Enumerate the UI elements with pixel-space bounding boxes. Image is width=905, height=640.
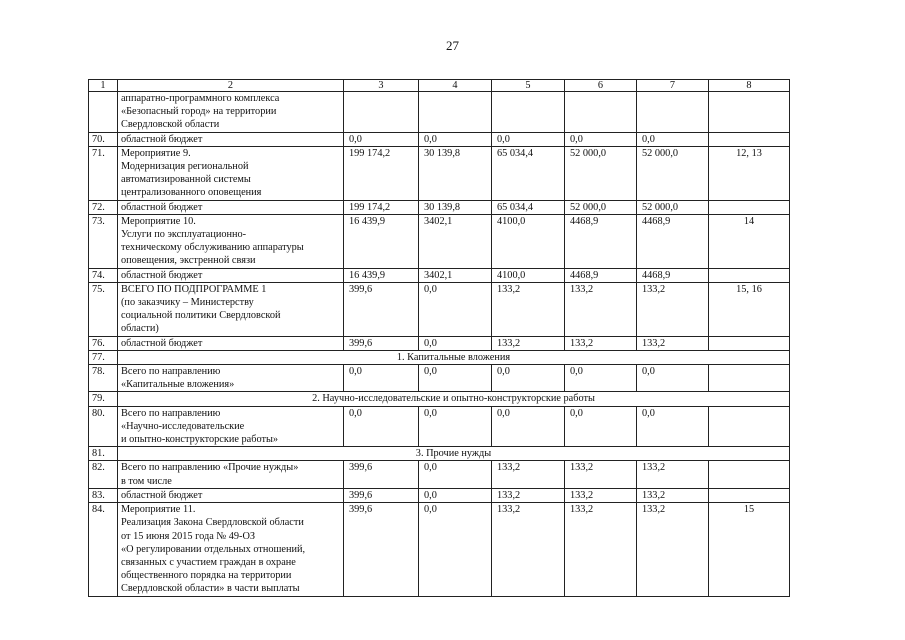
row-number: 76. bbox=[89, 336, 118, 350]
value-year-2-cell bbox=[492, 488, 565, 502]
value-year-4-cell bbox=[637, 488, 709, 502]
column-number-row bbox=[89, 80, 790, 92]
table-row bbox=[89, 200, 790, 214]
table-row bbox=[89, 92, 790, 133]
value-year-4-cell bbox=[637, 200, 709, 214]
page-number: 27 bbox=[446, 38, 459, 53]
section-row bbox=[89, 447, 790, 461]
target-reference bbox=[709, 365, 790, 392]
value-year-3: 0,0 bbox=[570, 133, 583, 145]
value-total: 399,6 bbox=[349, 337, 373, 349]
value-year-2: 4100,0 bbox=[497, 215, 526, 227]
value-year-2-cell bbox=[492, 92, 565, 133]
section-title: 3. Прочие нужды bbox=[118, 447, 790, 461]
row-name: областной бюджет bbox=[118, 488, 344, 502]
value-year-1: 0,0 bbox=[424, 133, 437, 145]
target-reference: 15, 16 bbox=[709, 282, 790, 336]
value-total-cell bbox=[344, 282, 419, 336]
value-total: 0,0 bbox=[349, 407, 362, 419]
value-year-1: 0,0 bbox=[424, 366, 437, 378]
value-year-3: 52 000,0 bbox=[570, 201, 607, 213]
value-year-2: 133,2 bbox=[497, 462, 521, 474]
value-year-4-cell bbox=[637, 214, 709, 268]
value-total: 16 439,9 bbox=[349, 269, 386, 281]
value-year-1: 3402,1 bbox=[424, 269, 453, 281]
value-total: 199 174,2 bbox=[349, 147, 391, 159]
row-number: 71. bbox=[89, 146, 118, 200]
value-total-cell bbox=[344, 365, 419, 392]
value-year-4: 0,0 bbox=[642, 133, 655, 145]
value-year-3-cell bbox=[565, 406, 637, 447]
row-name: Мероприятие 10. Услуги по эксплуатационно- техническому обслуживанию аппаратуры оповещения, экстренной связи bbox=[118, 214, 344, 268]
value-year-3-cell bbox=[565, 132, 637, 146]
value-year-3-cell bbox=[565, 282, 637, 336]
table-row bbox=[89, 146, 790, 200]
value-year-4-cell bbox=[637, 503, 709, 596]
value-year-4-cell bbox=[637, 282, 709, 336]
row-number: 79. bbox=[89, 392, 118, 406]
value-year-1: 0,0 bbox=[424, 462, 437, 474]
column-header: 3 bbox=[344, 80, 419, 92]
row-number bbox=[89, 92, 118, 133]
value-year-2-cell bbox=[492, 282, 565, 336]
value-year-2: 0,0 bbox=[497, 133, 510, 145]
value-year-3: 0,0 bbox=[570, 407, 583, 419]
value-year-3-cell bbox=[565, 488, 637, 502]
row-number: 78. bbox=[89, 365, 118, 392]
value-year-1-cell bbox=[419, 132, 492, 146]
row-number: 72. bbox=[89, 200, 118, 214]
value-year-4: 4468,9 bbox=[642, 269, 671, 281]
row-name: Всего по направлению «Научно-исследовательские и опытно-конструкторские работы» bbox=[118, 406, 344, 447]
row-number: 70. bbox=[89, 132, 118, 146]
target-reference bbox=[709, 336, 790, 350]
row-number: 83. bbox=[89, 488, 118, 502]
row-name: областной бюджет bbox=[118, 336, 344, 350]
section-row bbox=[89, 392, 790, 406]
value-total-cell bbox=[344, 92, 419, 133]
row-name: Мероприятие 9. Модернизация региональной автоматизированной системы централизованного оповещения bbox=[118, 146, 344, 200]
value-year-1: 3402,1 bbox=[424, 215, 453, 227]
value-year-1: 30 139,8 bbox=[424, 147, 461, 159]
value-year-4: 133,2 bbox=[642, 489, 666, 501]
column-header: 8 bbox=[709, 80, 790, 92]
value-year-2-cell bbox=[492, 461, 565, 488]
row-number: 75. bbox=[89, 282, 118, 336]
value-year-4: 52 000,0 bbox=[642, 201, 679, 213]
value-year-4: 4468,9 bbox=[642, 215, 671, 227]
value-year-3-cell bbox=[565, 200, 637, 214]
table-row bbox=[89, 282, 790, 336]
value-year-1-cell bbox=[419, 365, 492, 392]
value-year-3: 133,2 bbox=[570, 337, 594, 349]
value-year-1: 0,0 bbox=[424, 504, 437, 516]
table-row bbox=[89, 268, 790, 282]
value-total: 0,0 bbox=[349, 133, 362, 145]
column-header: 6 bbox=[565, 80, 637, 92]
value-year-2: 133,2 bbox=[497, 283, 521, 295]
value-year-2-cell bbox=[492, 146, 565, 200]
column-header: 1 bbox=[89, 80, 118, 92]
target-reference bbox=[709, 488, 790, 502]
value-year-2: 133,2 bbox=[497, 337, 521, 349]
table-row bbox=[89, 503, 790, 596]
value-total: 199 174,2 bbox=[349, 201, 391, 213]
row-number: 82. bbox=[89, 461, 118, 488]
row-number: 84. bbox=[89, 503, 118, 596]
value-year-4: 133,2 bbox=[642, 504, 666, 516]
section-title: 2. Научно-исследовательские и опытно-конструкторские работы bbox=[118, 392, 790, 406]
value-year-1-cell bbox=[419, 488, 492, 502]
value-year-4: 52 000,0 bbox=[642, 147, 679, 159]
value-year-1-cell bbox=[419, 214, 492, 268]
value-year-4-cell bbox=[637, 365, 709, 392]
row-name: Всего по направлению «Капитальные вложения» bbox=[118, 365, 344, 392]
value-year-2: 0,0 bbox=[497, 366, 510, 378]
table-row bbox=[89, 406, 790, 447]
row-number: 80. bbox=[89, 406, 118, 447]
row-name: Мероприятие 11. Реализация Закона Свердловской области от 15 июня 2015 года № 49-ОЗ «О регулировании отдельных отношений, связанных с участием граждан в охране общественного порядка на территории Свердловской области» в части выплаты bbox=[118, 503, 344, 596]
value-total-cell bbox=[344, 200, 419, 214]
column-header: 7 bbox=[637, 80, 709, 92]
value-year-4: 133,2 bbox=[642, 462, 666, 474]
row-name: аппаратно-программного комплекса «Безопасный город» на территории Свердловской области bbox=[118, 92, 344, 133]
value-year-3-cell bbox=[565, 214, 637, 268]
value-year-2-cell bbox=[492, 268, 565, 282]
value-year-3-cell bbox=[565, 336, 637, 350]
table-row bbox=[89, 488, 790, 502]
value-year-1: 30 139,8 bbox=[424, 201, 461, 213]
value-year-2-cell bbox=[492, 336, 565, 350]
value-year-4-cell bbox=[637, 146, 709, 200]
value-year-2: 0,0 bbox=[497, 407, 510, 419]
row-number: 73. bbox=[89, 214, 118, 268]
row-number: 81. bbox=[89, 447, 118, 461]
value-year-3: 52 000,0 bbox=[570, 147, 607, 159]
value-year-1-cell bbox=[419, 336, 492, 350]
value-total-cell bbox=[344, 336, 419, 350]
value-year-4: 133,2 bbox=[642, 337, 666, 349]
column-header: 2 bbox=[118, 80, 344, 92]
value-year-2: 133,2 bbox=[497, 504, 521, 516]
value-total: 399,6 bbox=[349, 283, 373, 295]
value-total-cell bbox=[344, 488, 419, 502]
value-total-cell bbox=[344, 132, 419, 146]
value-year-4-cell bbox=[637, 132, 709, 146]
value-year-3-cell bbox=[565, 268, 637, 282]
value-year-2-cell bbox=[492, 365, 565, 392]
value-year-3: 4468,9 bbox=[570, 215, 599, 227]
row-name: Всего по направлению «Прочие нужды» в том числе bbox=[118, 461, 344, 488]
value-year-2-cell bbox=[492, 503, 565, 596]
value-total: 399,6 bbox=[349, 504, 373, 516]
table-row bbox=[89, 132, 790, 146]
target-reference bbox=[709, 200, 790, 214]
value-total-cell bbox=[344, 146, 419, 200]
value-year-4-cell bbox=[637, 406, 709, 447]
value-year-3-cell bbox=[565, 92, 637, 133]
value-year-1-cell bbox=[419, 406, 492, 447]
target-reference: 12, 13 bbox=[709, 146, 790, 200]
target-reference bbox=[709, 406, 790, 447]
value-year-1-cell bbox=[419, 92, 492, 133]
value-total: 399,6 bbox=[349, 489, 373, 501]
value-year-1-cell bbox=[419, 200, 492, 214]
value-year-3-cell bbox=[565, 146, 637, 200]
value-year-2-cell bbox=[492, 406, 565, 447]
value-year-1: 0,0 bbox=[424, 283, 437, 295]
value-year-4: 133,2 bbox=[642, 283, 666, 295]
value-year-1-cell bbox=[419, 146, 492, 200]
target-reference bbox=[709, 461, 790, 488]
value-year-2: 133,2 bbox=[497, 489, 521, 501]
row-name: областной бюджет bbox=[118, 132, 344, 146]
row-name: областной бюджет bbox=[118, 200, 344, 214]
value-year-2: 4100,0 bbox=[497, 269, 526, 281]
target-reference: 15 bbox=[709, 503, 790, 596]
value-year-2-cell bbox=[492, 200, 565, 214]
section-row bbox=[89, 350, 790, 364]
value-year-2: 65 034,4 bbox=[497, 147, 534, 159]
value-year-1-cell bbox=[419, 282, 492, 336]
value-year-4-cell bbox=[637, 336, 709, 350]
table-row bbox=[89, 461, 790, 488]
table-row bbox=[89, 365, 790, 392]
target-reference bbox=[709, 92, 790, 133]
value-year-3-cell bbox=[565, 365, 637, 392]
value-year-1: 0,0 bbox=[424, 337, 437, 349]
value-year-1-cell bbox=[419, 268, 492, 282]
value-year-4-cell bbox=[637, 92, 709, 133]
value-total: 0,0 bbox=[349, 366, 362, 378]
value-year-3: 133,2 bbox=[570, 283, 594, 295]
value-year-2-cell bbox=[492, 132, 565, 146]
row-name: областной бюджет bbox=[118, 268, 344, 282]
column-header: 5 bbox=[492, 80, 565, 92]
row-name: ВСЕГО ПО ПОДПРОГРАММЕ 1 (по заказчику – Министерству социальной политики Свердловской области) bbox=[118, 282, 344, 336]
value-year-3: 4468,9 bbox=[570, 269, 599, 281]
value-year-3: 133,2 bbox=[570, 462, 594, 474]
value-year-4-cell bbox=[637, 268, 709, 282]
value-year-3: 133,2 bbox=[570, 489, 594, 501]
row-number: 74. bbox=[89, 268, 118, 282]
value-year-3: 0,0 bbox=[570, 366, 583, 378]
section-title: 1. Капитальные вложения bbox=[118, 350, 790, 364]
value-year-1: 0,0 bbox=[424, 407, 437, 419]
program-table bbox=[88, 79, 790, 597]
value-total-cell bbox=[344, 406, 419, 447]
value-year-4-cell bbox=[637, 461, 709, 488]
value-total: 399,6 bbox=[349, 462, 373, 474]
value-year-1-cell bbox=[419, 503, 492, 596]
value-year-3: 133,2 bbox=[570, 504, 594, 516]
value-total-cell bbox=[344, 461, 419, 488]
target-reference bbox=[709, 132, 790, 146]
value-year-4: 0,0 bbox=[642, 407, 655, 419]
table-row bbox=[89, 214, 790, 268]
target-reference bbox=[709, 268, 790, 282]
value-year-3-cell bbox=[565, 461, 637, 488]
value-total: 16 439,9 bbox=[349, 215, 386, 227]
row-number: 77. bbox=[89, 350, 118, 364]
value-year-3-cell bbox=[565, 503, 637, 596]
value-year-2-cell bbox=[492, 214, 565, 268]
table-body bbox=[89, 80, 790, 597]
value-total-cell bbox=[344, 214, 419, 268]
table-row bbox=[89, 336, 790, 350]
value-total-cell bbox=[344, 268, 419, 282]
value-year-4: 0,0 bbox=[642, 366, 655, 378]
value-total-cell bbox=[344, 503, 419, 596]
column-header: 4 bbox=[419, 80, 492, 92]
value-year-1: 0,0 bbox=[424, 489, 437, 501]
target-reference: 14 bbox=[709, 214, 790, 268]
value-year-2: 65 034,4 bbox=[497, 201, 534, 213]
value-year-1-cell bbox=[419, 461, 492, 488]
